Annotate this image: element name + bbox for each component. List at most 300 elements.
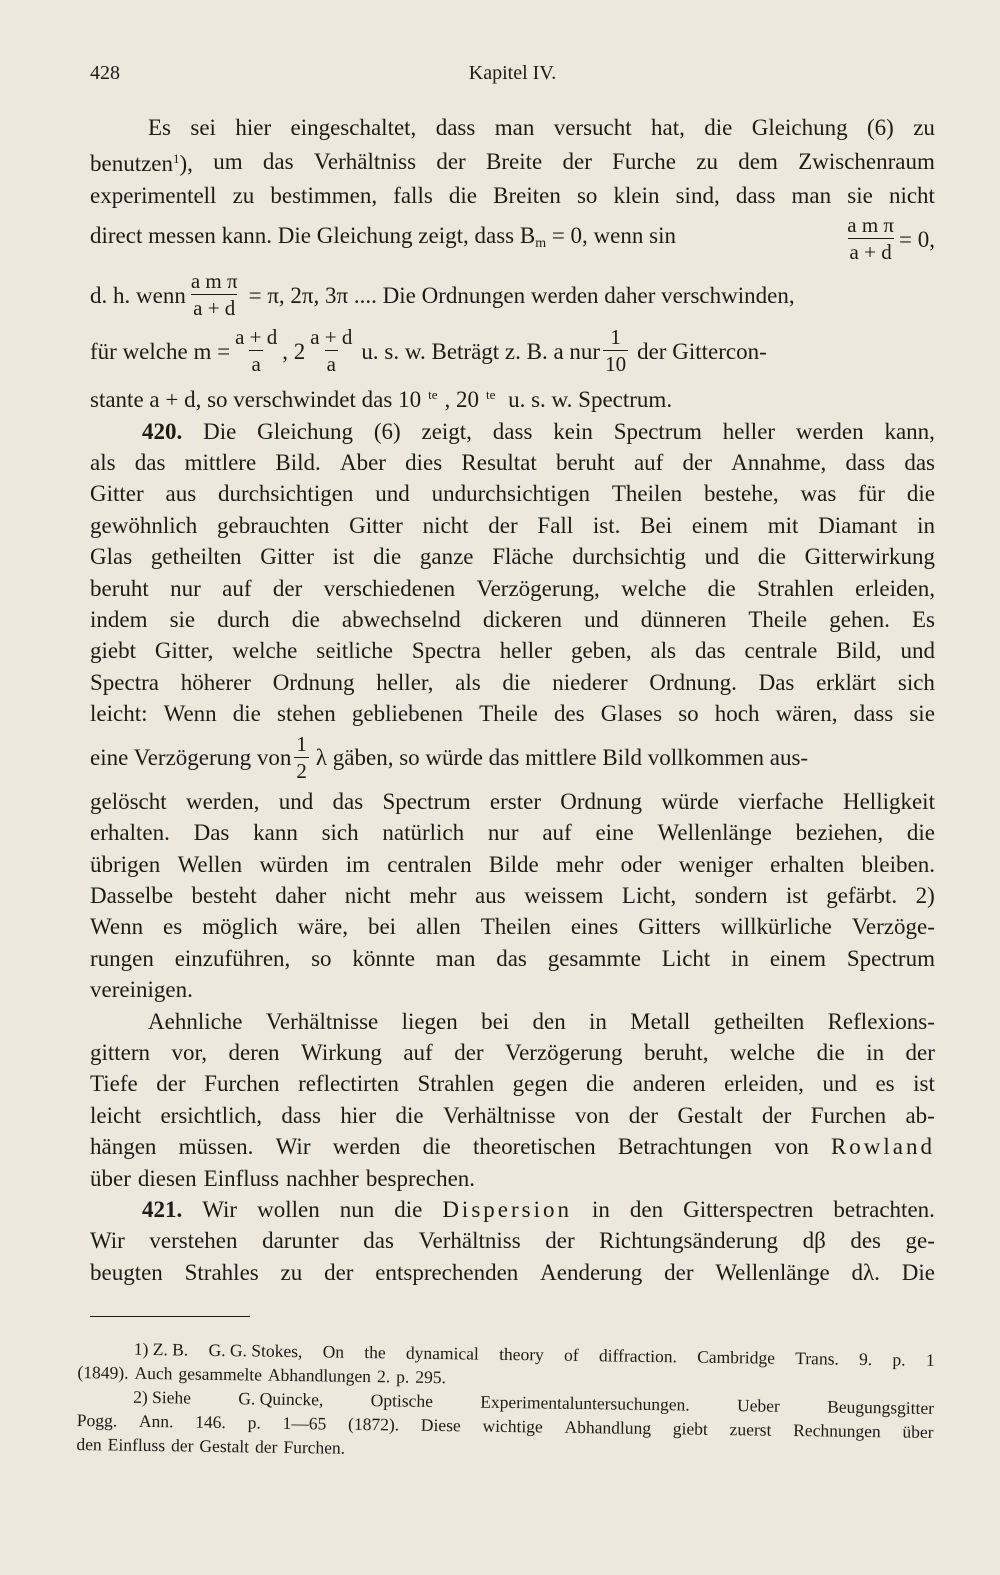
word: gewöhnlich xyxy=(90,512,198,538)
formula-tail: $\frac{\text{a m π}}{a + d}$ = 0, xyxy=(847,213,935,265)
fraction: $\frac{\text{a m π}}{a + d}$ xyxy=(190,269,238,321)
word: Glases xyxy=(600,701,663,727)
word: beugten xyxy=(90,1259,163,1285)
word: hier xyxy=(340,1102,377,1128)
word: und xyxy=(704,544,740,570)
word: bleiben. xyxy=(861,851,935,877)
word: im xyxy=(345,851,370,877)
word: Optische xyxy=(370,1390,434,1411)
word: Aber xyxy=(339,450,386,476)
word: der xyxy=(628,1102,659,1128)
emphasized-term: Dispersion xyxy=(442,1196,572,1222)
word: der xyxy=(170,1435,194,1456)
word: Das xyxy=(758,669,795,695)
word: erleiden, xyxy=(724,1071,804,1097)
word: als xyxy=(90,450,116,476)
text-line xyxy=(90,1006,935,1037)
word: der xyxy=(488,512,518,538)
word: experimentell xyxy=(90,182,217,208)
fraction: $\frac{\text{a m π}}{a + d}$ xyxy=(847,213,895,265)
word: die xyxy=(502,669,531,695)
word: nicht xyxy=(344,882,391,908)
section-number: 421. xyxy=(142,1196,183,1222)
text-line xyxy=(90,880,935,911)
word: man xyxy=(791,182,832,208)
word: Es xyxy=(148,115,171,140)
word: Richtungsänderung xyxy=(599,1228,779,1254)
word: Theilen xyxy=(480,914,551,940)
text-line: hängen müssen. Wir werden die theoretischen Betrachtungen von Rowland xyxy=(90,1131,935,1162)
word: falls xyxy=(393,182,433,208)
word: als xyxy=(650,638,677,664)
word: Pogg. xyxy=(76,1409,118,1431)
text-line xyxy=(90,510,935,541)
word: mittlere xyxy=(184,450,257,476)
word: gittern xyxy=(90,1039,151,1065)
text-line xyxy=(90,447,935,478)
word: für xyxy=(858,481,885,507)
word: sie xyxy=(909,701,935,727)
word: Gitter xyxy=(349,512,403,538)
word: hier xyxy=(235,115,272,140)
word: kann xyxy=(253,820,298,846)
word: der xyxy=(454,1039,484,1065)
word: Trans. xyxy=(795,1348,839,1369)
word: verschiedenen xyxy=(323,575,456,601)
footnote-rule xyxy=(90,1316,250,1317)
word: zuerst xyxy=(729,1419,772,1440)
word: gesammte xyxy=(547,945,641,971)
word: besprechen. xyxy=(365,1165,476,1191)
word: in xyxy=(866,1039,885,1065)
word: dλ. xyxy=(851,1259,880,1285)
word: durchsichtig xyxy=(572,544,686,570)
word: Reflexions- xyxy=(827,1008,935,1034)
word: die xyxy=(395,1102,424,1128)
word: dass xyxy=(435,115,476,140)
word: gehen. xyxy=(829,607,890,633)
word: was xyxy=(800,481,837,507)
word: Wir xyxy=(90,1228,125,1254)
section-number: 420. xyxy=(142,418,183,444)
word: man xyxy=(494,115,535,140)
word: die xyxy=(707,575,736,601)
word: die xyxy=(816,1039,845,1065)
word: dies xyxy=(405,450,443,476)
word: the xyxy=(364,1342,386,1363)
word: leicht: xyxy=(90,701,148,727)
word: Strahlen xyxy=(757,575,834,601)
text-line xyxy=(90,604,935,635)
word: gefärbt. xyxy=(826,882,898,908)
word: Bild, xyxy=(836,638,882,664)
word: giebt xyxy=(90,638,136,664)
word: die xyxy=(906,820,935,846)
word: Abhandlung xyxy=(564,1416,652,1439)
word: Wellenlänge xyxy=(657,820,772,846)
word: und xyxy=(584,607,619,633)
word: indem xyxy=(90,607,148,633)
word: Gitter, xyxy=(154,638,214,664)
word: benutzen$^1$), xyxy=(90,151,193,177)
word: beruht xyxy=(556,450,615,476)
text-line xyxy=(90,635,935,666)
word: Ordnung xyxy=(272,669,355,695)
word: G. G. Stokes, xyxy=(208,1339,303,1362)
word: auf xyxy=(403,1039,433,1065)
word: aus xyxy=(165,481,197,507)
word: der xyxy=(324,1259,354,1285)
word: Einfluss xyxy=(107,1434,166,1456)
word: beziehen, xyxy=(795,820,884,846)
word: G. Quincke, xyxy=(238,1388,324,1410)
word: undurchsichtigen xyxy=(431,481,591,507)
word: Tiefe xyxy=(90,1071,138,1097)
formula-text: direct messen kann. Die Gleichung zeigt, dass $B_m = 0$, wenn sin xyxy=(90,222,676,251)
word: versucht xyxy=(553,115,632,140)
word: abwechselnd xyxy=(341,607,461,633)
word: Theile xyxy=(479,701,538,727)
word: Annahme, xyxy=(731,450,827,476)
word: Gestalt xyxy=(199,1435,250,1457)
word: nur xyxy=(487,820,519,846)
word: natürlich xyxy=(382,820,465,846)
word: das xyxy=(904,450,935,476)
word: den xyxy=(532,1008,566,1034)
word: es xyxy=(163,914,183,940)
word: Cambridge xyxy=(697,1346,776,1368)
word: welche xyxy=(621,575,687,601)
word: Fläche xyxy=(492,544,554,570)
word: dickeren xyxy=(482,607,562,633)
word: Verhältnisse xyxy=(443,1102,556,1128)
word: reflectirten xyxy=(298,1071,399,1097)
word: geben, xyxy=(570,638,632,664)
word: Gleichung xyxy=(751,115,848,140)
word: die xyxy=(291,607,320,633)
word: centralen xyxy=(387,851,472,877)
word: theory xyxy=(499,1343,545,1365)
word: Furchen xyxy=(204,1071,280,1097)
text-line-formula: eine Verzögerung von $\frac{1}{2}$ λ gäben, so würde das mittlere Bild vollkommen aus- xyxy=(90,731,809,783)
word: höherer xyxy=(180,669,251,695)
fraction: $\frac{1}{2}$ xyxy=(296,731,307,783)
word: (6) xyxy=(866,115,894,140)
text-line xyxy=(90,1100,935,1131)
word: es xyxy=(875,1071,895,1097)
word: liegen xyxy=(401,1008,458,1034)
running-head: Kapitel IV. xyxy=(468,62,557,84)
word: die xyxy=(448,182,478,208)
text-line-formula: d. h. wenn $\frac{\text{a m π}}{a + d}$ = π, 2π, 3π .... Die Ordnungen werden daher verschwinden, xyxy=(90,269,795,321)
word: Diamant xyxy=(818,512,898,538)
word: sei xyxy=(190,115,216,140)
word: giebt xyxy=(672,1418,708,1439)
word: Verzögerung, xyxy=(476,575,600,601)
word: mehr xyxy=(409,882,457,908)
word: wichtige xyxy=(482,1415,543,1437)
word: of xyxy=(564,1344,579,1365)
word: der xyxy=(156,1071,186,1097)
text-line xyxy=(90,849,935,880)
word: Ordnung xyxy=(560,788,643,814)
word: von xyxy=(574,1102,610,1128)
word: über xyxy=(90,1165,131,1191)
word: Helligkeit xyxy=(842,788,935,814)
text-line xyxy=(90,541,935,572)
word: Spectra xyxy=(411,638,481,664)
word: hoch xyxy=(714,701,760,727)
word: 1 xyxy=(925,1349,935,1370)
word: die xyxy=(704,115,733,140)
word: 2) xyxy=(915,882,935,908)
word: Metall xyxy=(630,1008,691,1034)
word: in xyxy=(589,1008,607,1034)
word: aus xyxy=(475,882,506,908)
word: das xyxy=(332,788,364,814)
word: heller xyxy=(499,638,553,664)
word: Das xyxy=(193,820,230,846)
word: Experimentaluntersuchungen. xyxy=(480,1391,690,1415)
word: erleiden, xyxy=(855,575,935,601)
text-line xyxy=(90,817,935,848)
word: Licht, xyxy=(621,882,677,908)
word: einem xyxy=(769,945,827,971)
word: das xyxy=(134,450,166,476)
word: eine xyxy=(595,820,634,846)
word: über xyxy=(902,1421,934,1442)
text-line xyxy=(90,1257,935,1288)
text-line xyxy=(90,1225,935,1256)
word: sondern xyxy=(694,882,768,908)
text-line xyxy=(90,1037,935,1068)
word: willkürliche xyxy=(720,914,832,940)
word: erklärt xyxy=(816,669,877,695)
word: Breiten xyxy=(493,182,561,208)
word: dynamical xyxy=(405,1342,480,1364)
word: auf xyxy=(542,820,572,846)
word: Licht xyxy=(661,945,711,971)
word: entsprechenden xyxy=(375,1259,519,1285)
word: Rechnungen xyxy=(793,1419,881,1442)
page-header xyxy=(90,62,935,92)
word: ganze xyxy=(419,544,474,570)
word: die xyxy=(232,701,261,727)
word: klein xyxy=(613,182,660,208)
word: würden xyxy=(259,851,329,877)
word: der xyxy=(664,1259,694,1285)
word: dass xyxy=(735,182,776,208)
word: ist xyxy=(332,544,355,570)
word: Glas xyxy=(90,544,133,570)
word: Gitterwirkung xyxy=(804,544,935,570)
word: sind, xyxy=(675,182,720,208)
word: rungen xyxy=(90,945,154,971)
word: Strahlen xyxy=(417,1071,495,1097)
fraction: $\frac{a + d}{a}$ xyxy=(310,325,353,377)
word: und xyxy=(900,638,935,664)
word: der xyxy=(545,1228,575,1254)
text-line xyxy=(90,911,935,942)
word: getheilten xyxy=(150,544,242,570)
word: Theile xyxy=(748,607,808,633)
word: besteht xyxy=(191,882,257,908)
word: vor, xyxy=(171,1039,208,1065)
word: Wenn xyxy=(90,914,144,940)
word: des xyxy=(553,701,585,727)
word: Furchen. xyxy=(283,1436,346,1458)
word: wäre, xyxy=(297,914,348,940)
word: Ann. xyxy=(138,1410,174,1432)
word: Bilde xyxy=(488,851,539,877)
word: 295. xyxy=(415,1366,447,1388)
word: p. xyxy=(396,1366,410,1387)
word: Bei xyxy=(640,512,673,538)
word: deren xyxy=(228,1039,280,1065)
word: bei xyxy=(481,1008,510,1034)
word: 9. xyxy=(858,1348,873,1370)
word: nur xyxy=(170,575,201,601)
word: zu xyxy=(280,1259,303,1285)
word: Dasselbe xyxy=(90,882,174,908)
word: zu xyxy=(913,115,935,140)
word: Ueber xyxy=(736,1395,780,1416)
text-line xyxy=(90,974,935,1005)
word: diesen xyxy=(137,1165,197,1191)
word: ist xyxy=(786,882,808,908)
word: könnte xyxy=(352,945,415,971)
word: möglich xyxy=(202,914,278,940)
word: ge- xyxy=(905,1228,935,1254)
text-line-formula xyxy=(90,211,935,267)
word: das xyxy=(694,638,726,664)
page-number: 428 xyxy=(90,62,120,84)
word: in xyxy=(917,512,935,538)
word: Abhandlungen xyxy=(267,1364,372,1387)
word: durch xyxy=(217,607,270,633)
word: so xyxy=(678,701,699,727)
text-line xyxy=(90,1163,935,1194)
word: die xyxy=(906,481,935,507)
word: gelöscht xyxy=(90,788,167,814)
word: oder xyxy=(620,851,662,877)
word: Spectra xyxy=(90,669,159,695)
word: sich xyxy=(321,820,359,846)
word: beruht, xyxy=(644,1039,709,1065)
word: Die xyxy=(901,1259,935,1285)
word: erhalten. xyxy=(90,820,170,846)
word: auf xyxy=(222,575,252,601)
word: 1) Z. B. xyxy=(133,1338,189,1360)
word: würde xyxy=(661,788,719,814)
word: gegen xyxy=(512,1071,568,1097)
word: der xyxy=(761,1102,792,1128)
word: On xyxy=(322,1341,345,1362)
word: weissem xyxy=(524,882,604,908)
word: vereinigen. xyxy=(90,977,193,1003)
text-line xyxy=(90,478,935,509)
word: das xyxy=(496,945,527,971)
word: bestimmen, xyxy=(270,182,378,208)
body-text xyxy=(90,112,935,1288)
word: darunter xyxy=(262,1228,339,1254)
text-line xyxy=(90,1068,935,1099)
word: Aenderung xyxy=(540,1259,643,1285)
fraction: $\frac{1}{10}$ xyxy=(605,325,627,377)
word: erster xyxy=(489,788,541,814)
word: Gitter xyxy=(260,544,314,570)
word: gesammelte xyxy=(178,1363,263,1385)
word: hat, xyxy=(651,115,685,140)
word: sie xyxy=(847,182,873,208)
word: so xyxy=(576,182,598,208)
word: so xyxy=(311,945,332,971)
word: bei xyxy=(367,914,397,940)
word: Es xyxy=(911,607,935,633)
word: anderen xyxy=(632,1071,706,1097)
word: die xyxy=(373,544,402,570)
word: weniger xyxy=(678,851,753,877)
word: seitliche xyxy=(316,638,393,664)
word: (1872). xyxy=(347,1413,400,1435)
word: die xyxy=(586,1071,615,1097)
word: gebrauchten xyxy=(217,512,330,538)
word: die xyxy=(757,544,786,570)
word: Wellen xyxy=(177,851,243,877)
word: daher xyxy=(275,882,327,908)
word: man xyxy=(435,945,476,971)
word: mehr xyxy=(556,851,604,877)
word: Wellenlänge xyxy=(715,1259,830,1285)
word: dass xyxy=(845,450,886,476)
word: Resultat xyxy=(461,450,537,476)
word: Gestalt xyxy=(677,1102,743,1128)
word: Diese xyxy=(420,1414,461,1436)
text-line xyxy=(90,698,935,729)
word: Einfluss xyxy=(203,1165,280,1191)
word: Spectrum xyxy=(382,788,471,814)
text-line xyxy=(90,667,935,698)
word: verstehen xyxy=(149,1228,238,1254)
word: Spectrum xyxy=(846,945,935,971)
word: ist. xyxy=(592,512,621,538)
word: 2) Siehe xyxy=(133,1386,192,1408)
word: nicht xyxy=(888,182,935,208)
word: Aehnliche xyxy=(148,1008,243,1034)
word: ist xyxy=(913,1071,935,1097)
word: ab- xyxy=(905,1102,935,1128)
word: (1849). xyxy=(77,1361,129,1383)
word: nachher xyxy=(286,1165,359,1191)
word: der xyxy=(905,1039,935,1065)
word: dünneren xyxy=(640,607,727,633)
word: getheilten xyxy=(713,1008,805,1034)
word: stehen xyxy=(277,701,336,727)
word: in xyxy=(731,945,749,971)
word: als xyxy=(455,669,481,695)
word: und xyxy=(375,481,410,507)
word: Fall xyxy=(537,512,574,538)
word: und xyxy=(278,788,314,814)
word: eines xyxy=(570,914,619,940)
text-line xyxy=(90,180,935,211)
word: den xyxy=(76,1433,102,1455)
footnote-ref: 1 xyxy=(173,151,180,167)
word: niederer xyxy=(552,669,628,695)
word: erhalten xyxy=(770,851,845,877)
text-line xyxy=(90,786,935,817)
text-line xyxy=(90,112,935,143)
